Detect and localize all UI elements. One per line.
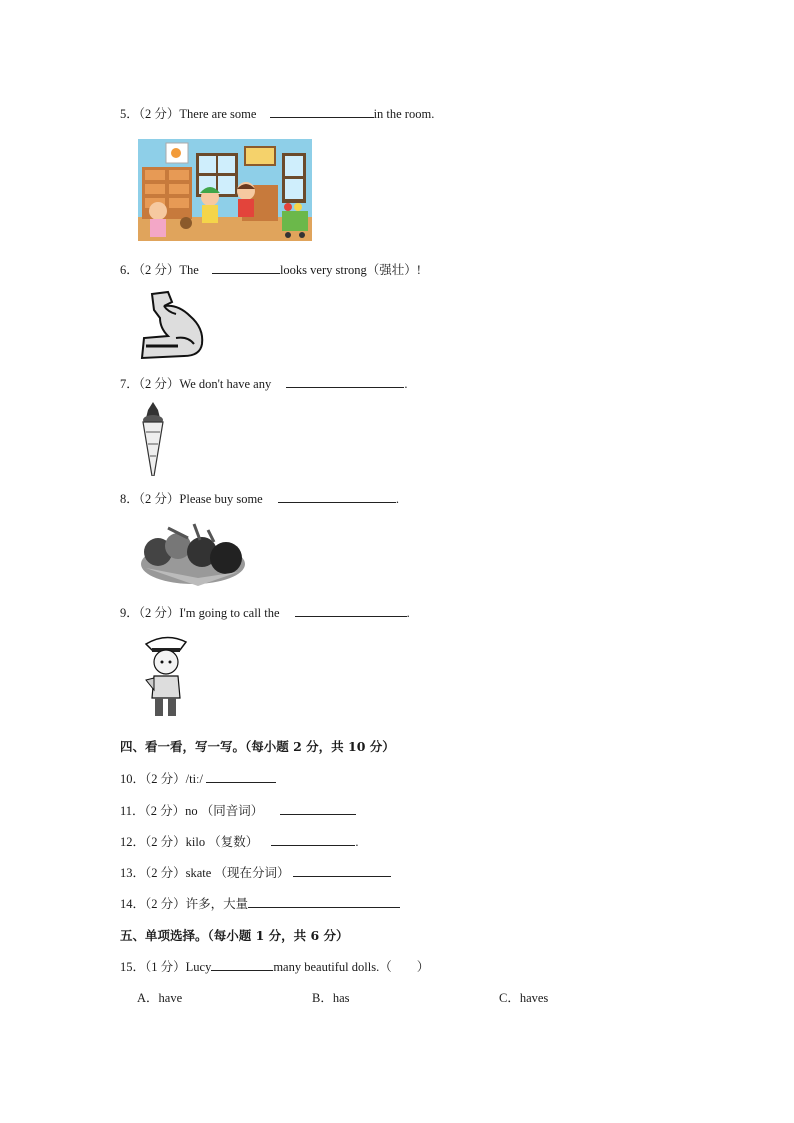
option-b[interactable]: B．has bbox=[312, 991, 350, 1005]
question-text: The bbox=[179, 263, 199, 277]
question-text: skate （现在分词） bbox=[185, 866, 290, 880]
question-number: 11．（2 分） bbox=[120, 804, 186, 818]
question-number: 10．（2 分） bbox=[120, 772, 186, 786]
question-number: 7．（2 分） bbox=[120, 377, 180, 391]
question-12 bbox=[120, 832, 358, 850]
question-text-end: . bbox=[404, 377, 408, 391]
question-number: 14．（2 分） bbox=[120, 897, 186, 911]
question-text: kilo （复数） bbox=[185, 835, 259, 849]
question-text: There are some bbox=[179, 107, 257, 121]
question-number: 8．（2 分） bbox=[120, 492, 180, 506]
question-text-end: looks very strong（强壮）! bbox=[279, 263, 421, 277]
question-text: no （同音词） bbox=[185, 804, 264, 818]
question-text-end: . bbox=[406, 606, 410, 620]
question-number: 5．（2 分） bbox=[120, 107, 180, 121]
question-text-end: . bbox=[355, 835, 359, 849]
question-text: Please buy some bbox=[179, 492, 263, 506]
answer-blank[interactable] bbox=[206, 770, 276, 783]
section-5-heading: 五、单项选择。（每小题 1 分，共 6 分） bbox=[120, 928, 349, 943]
question-15 bbox=[120, 957, 429, 975]
answer-blank[interactable] bbox=[295, 604, 407, 617]
question-13 bbox=[120, 863, 391, 881]
answer-blank[interactable] bbox=[278, 490, 396, 503]
question-11 bbox=[120, 801, 356, 819]
answer-blank[interactable] bbox=[248, 895, 400, 908]
answer-blank[interactable] bbox=[212, 261, 280, 274]
question-9 bbox=[120, 603, 410, 621]
ice-cream-picture bbox=[140, 402, 166, 476]
question-10 bbox=[120, 769, 276, 787]
question-text: /tiː/ bbox=[185, 772, 204, 786]
answer-blank[interactable] bbox=[271, 833, 355, 846]
question-text: I'm going to call the bbox=[179, 606, 280, 620]
option-a[interactable]: A．have bbox=[137, 991, 183, 1005]
question-14 bbox=[120, 894, 400, 912]
answer-blank[interactable] bbox=[211, 958, 273, 971]
question-number: 12．（2 分） bbox=[120, 835, 186, 849]
question-7 bbox=[120, 374, 407, 392]
room-picture bbox=[138, 139, 312, 241]
vegetables-picture bbox=[138, 516, 248, 588]
question-number: 6．（2 分） bbox=[120, 263, 180, 277]
option-c[interactable]: C．haves bbox=[499, 991, 549, 1005]
question-text: We don't have any bbox=[179, 377, 272, 391]
answer-blank[interactable] bbox=[293, 864, 391, 877]
question-6 bbox=[120, 260, 421, 278]
policeman-picture bbox=[140, 632, 190, 720]
question-text: 许多，大量 bbox=[185, 897, 249, 911]
muscle-arm-picture bbox=[138, 288, 210, 360]
question-text-end: in the room. bbox=[373, 107, 435, 121]
answer-blank[interactable] bbox=[280, 802, 356, 815]
question-number: 9．（2 分） bbox=[120, 606, 180, 620]
question-text: Lucy bbox=[185, 960, 212, 974]
question-text-end: many beautiful dolls.（ ） bbox=[273, 960, 430, 974]
question-number: 15．（1 分） bbox=[120, 960, 186, 974]
question-8 bbox=[120, 489, 399, 507]
answer-blank[interactable] bbox=[270, 105, 374, 118]
answer-blank[interactable] bbox=[286, 375, 404, 388]
section-4-heading: 四、看一看，写一写。（每小题 2 分，共 10 分） bbox=[120, 739, 395, 754]
question-5 bbox=[120, 104, 434, 122]
question-text-end: . bbox=[395, 492, 399, 506]
question-number: 13．（2 分） bbox=[120, 866, 186, 880]
